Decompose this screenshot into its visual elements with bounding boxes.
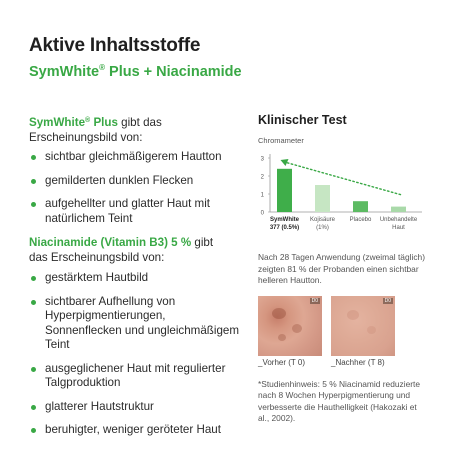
- pigment-spot: [367, 326, 376, 334]
- bullet-dot-icon: [31, 202, 36, 207]
- list-item-text: glatterer Hautstruktur: [45, 399, 154, 413]
- list-item-text: gestärktem Hautbild: [45, 271, 149, 284]
- symwhite-name-text: SymWhite: [29, 116, 86, 129]
- chart-bar: [277, 169, 292, 212]
- chart-y-tick-label: 3: [260, 156, 264, 163]
- subtitle-registered-mark: ®: [99, 63, 105, 72]
- bullet-dot-icon: [31, 300, 36, 305]
- list-item: [29, 197, 244, 226]
- bullet-dot-icon: [31, 428, 36, 433]
- pigment-spot: [347, 310, 359, 320]
- niacinamide-name: Niacinamide (Vitamin B3) 5 %: [29, 236, 192, 249]
- chart-x-tick-label: Unbehandelte: [379, 217, 418, 223]
- symwhite-name: [29, 116, 118, 129]
- symwhite-registered-mark: ®: [85, 117, 91, 124]
- chart-bar: [353, 201, 368, 212]
- list-item: [29, 150, 244, 165]
- chart-x-tick-label: Placebo: [349, 217, 372, 223]
- chart-x-tick-label: (1%): [316, 225, 329, 231]
- chart-trend-arrow: [285, 162, 401, 195]
- symwhite-intro-text-a: gibt das: [117, 116, 162, 129]
- list-item: [29, 271, 244, 286]
- niacinamide-intro-text-a: gibt: [191, 236, 214, 249]
- chart-bar: [315, 185, 330, 212]
- bullet-dot-icon: [31, 276, 36, 281]
- after-caption: _Nachher (T 8): [331, 358, 385, 367]
- niacinamide-intro: [29, 235, 213, 265]
- chart-x-tick-label: SymWhite: [269, 217, 300, 223]
- chart-x-tick-label: 377 (0.5%): [269, 225, 300, 231]
- subtitle-part-b: Plus + Niacinamide: [105, 64, 242, 80]
- list-item-text: sichtbar gleichmäßigerem Hautton: [45, 150, 222, 163]
- chart-y-tick-label: 0: [260, 210, 264, 217]
- pigment-spot: [292, 324, 302, 333]
- chart-x-tick-label: Haut: [392, 225, 405, 231]
- list-item: [29, 362, 244, 391]
- after-skin-photo: [331, 296, 395, 356]
- study-note: *Studienhinweis: 5 % Niacinamid reduzierte nach 8 Wochen Hyperpigmentierung und verbesserte die Hauthelligkeit (Hakozaki et al., 2002).: [258, 379, 420, 423]
- photo-tag: D0: [384, 298, 391, 304]
- list-item: [29, 423, 244, 438]
- list-item-text: gemilderten dunklen Flecken: [45, 173, 194, 187]
- pigment-spot: [278, 334, 286, 341]
- list-item-text: ausgeglichener Haut mit regulierter Talgproduktion: [45, 361, 226, 389]
- photo-tag: D0: [311, 298, 318, 304]
- list-item-text: aufgehellter und glatter Haut mit natürlichem Teint: [45, 197, 210, 225]
- symwhite-benefit-list: [29, 150, 244, 235]
- list-item: [29, 400, 244, 415]
- symwhite-intro: [29, 113, 162, 145]
- list-item: [29, 295, 244, 353]
- list-item: [29, 174, 244, 189]
- list-item-text: sichtbarer Aufhellung von Hyperpigmentierungen, Sonnenflecken und ungleichmäßigem Teint: [45, 294, 239, 351]
- clinical-result-note: Nach 28 Tagen Anwendung (zweimal täglich) zeigten 81 % der Probanden einen sichtbar helleren Hautton.: [258, 252, 425, 285]
- before-caption: _Vorher (T 0): [258, 358, 305, 367]
- bullet-dot-icon: [31, 405, 36, 410]
- pigment-spot: [272, 308, 286, 319]
- before-skin-photo: [258, 296, 322, 356]
- clinical-test-title: Klinischer Test: [258, 113, 347, 127]
- subtitle-part-a: SymWhite: [29, 64, 100, 80]
- chart-y-axis-label: Chromameter: [258, 136, 304, 145]
- chart-y-tick-label: 2: [260, 174, 264, 181]
- list-item-text: beruhigter, weniger geröteter Haut: [45, 423, 221, 436]
- chart-y-tick-label: 1: [260, 192, 264, 199]
- symwhite-name-suffix: Plus: [90, 116, 118, 129]
- page-title: Aktive Inhaltsstoffe: [29, 35, 201, 56]
- niacinamide-benefit-list: [29, 271, 244, 447]
- clinical-bar-chart: [250, 146, 430, 246]
- page-subtitle: [29, 63, 242, 80]
- bullet-dot-icon: [31, 155, 36, 160]
- bullet-dot-icon: [31, 179, 36, 184]
- chart-bar: [391, 207, 406, 212]
- bullet-dot-icon: [31, 367, 36, 372]
- symwhite-intro-text-b: Erscheinungsbild von:: [29, 131, 143, 144]
- chart-x-tick-label: Kojisäure: [309, 217, 336, 223]
- niacinamide-intro-text-b: das Erscheinungsbild von:: [29, 251, 165, 264]
